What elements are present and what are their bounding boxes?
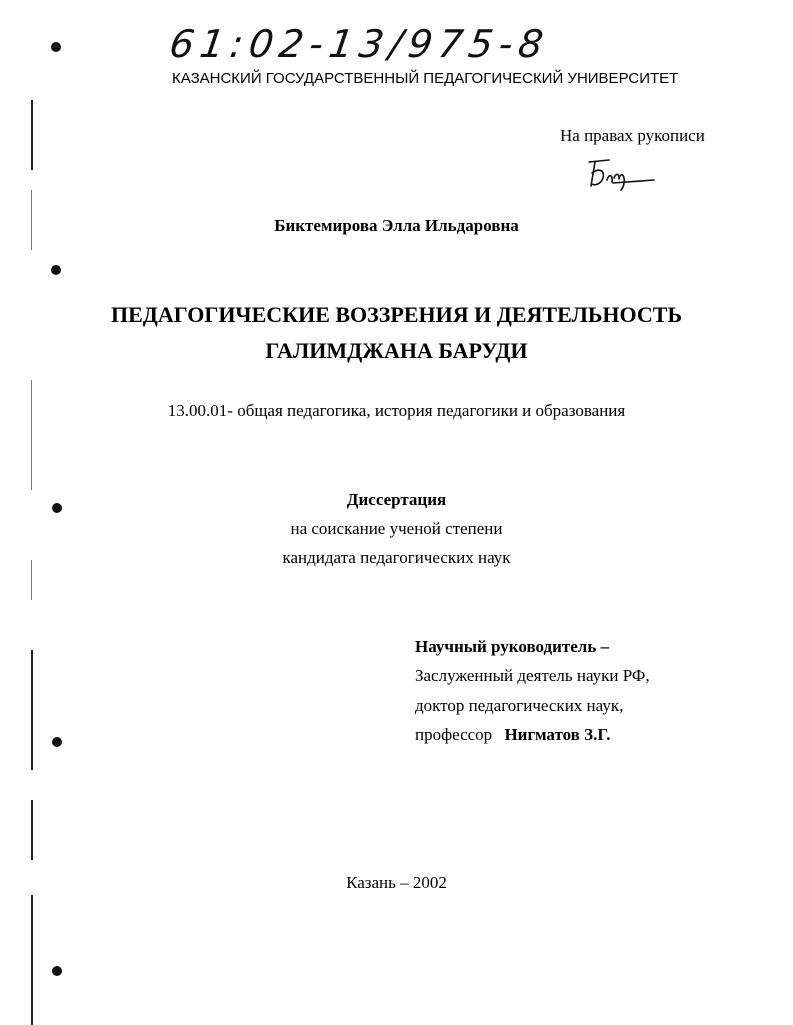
- place-and-year: Казань – 2002: [346, 873, 447, 892]
- supervisor-rank: профессор: [415, 725, 493, 744]
- scan-edge-line: [31, 800, 33, 860]
- binder-hole-4: [52, 737, 62, 747]
- binder-hole-1: [51, 42, 61, 52]
- author-name: Биктемирова Элла Ильдаровна: [274, 216, 519, 235]
- scan-edge-line: [31, 895, 33, 1025]
- thesis-title-line-2: ГАЛИМДЖАНА БАРУДИ: [265, 338, 528, 363]
- degree-line-1: на соискание ученой степени: [290, 519, 503, 538]
- handwritten-catalog-number: 61:02-13/975-8: [166, 22, 552, 66]
- supervisor-name: Нигматов З.Г.: [504, 725, 611, 744]
- degree-line-2: кандидата педагогических наук: [282, 548, 511, 567]
- work-type: Диссертация: [346, 490, 447, 509]
- binder-hole-2: [51, 265, 61, 275]
- scan-edge-line: [31, 100, 33, 170]
- thesis-title-line-1: ПЕДАГОГИЧЕСКИЕ ВОЗЗРЕНИЯ И ДЕЯТЕЛЬНОСТЬ: [110, 302, 683, 327]
- supervisor-heading: Научный руководитель –: [415, 637, 610, 656]
- supervisor-rank-and-name: [415, 725, 610, 745]
- binder-hole-5: [52, 966, 62, 976]
- scan-edge-line: [31, 650, 33, 770]
- supervisor-degree: доктор педагогических наук,: [415, 696, 624, 715]
- scan-edge-line: [31, 380, 32, 490]
- university-name: КАЗАНСКИЙ ГОСУДАРСТВЕННЫЙ ПЕДАГОГИЧЕСКИЙ УНИВЕРСИТЕТ: [172, 70, 679, 87]
- specialty-code: 13.00.01- общая педагогика, история педагогики и образования: [167, 401, 626, 420]
- signature: [583, 156, 658, 192]
- supervisor-title: Заслуженный деятель науки РФ,: [415, 666, 650, 685]
- manuscript-rights: На правах рукописи: [560, 126, 705, 145]
